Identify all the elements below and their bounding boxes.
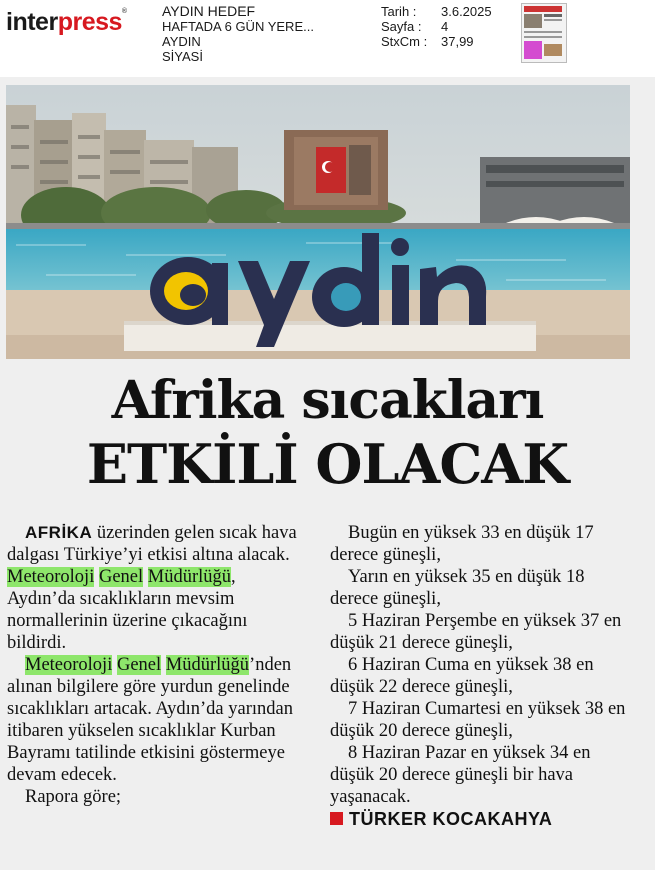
publication-frequency: HAFTADA 6 GÜN YERE...	[162, 19, 314, 34]
highlight-mudurlugu: Müdürlüğü	[147, 567, 232, 587]
publication-info	[162, 4, 314, 64]
meta-value: 37,99	[441, 34, 474, 49]
clipping-header	[0, 0, 655, 72]
paragraph-text: , Aydın’da sıcaklıkların mevsim normallerinin üzerine çıkacağını bildirdi.	[7, 567, 248, 653]
forecast-item: 7 Haziran Cumartesi en yüksek 38 en düşük 20 derece güneşli,	[330, 699, 626, 741]
highlight-genel: Genel	[98, 567, 144, 587]
meta-date	[381, 4, 492, 19]
aydin-square-image	[6, 85, 630, 359]
clipping-meta	[381, 4, 492, 49]
article-column-1	[7, 522, 300, 808]
paragraph-2	[7, 654, 300, 786]
highlight-genel: Genel	[116, 655, 162, 675]
article-photo	[6, 85, 630, 359]
lead-keyword: AFRİKA	[25, 523, 93, 542]
square-bullet-icon	[330, 812, 343, 825]
forecast-item: Yarın en yüksek 35 en düşük 18 derece güneşli,	[330, 567, 585, 609]
paragraph-text: ’nden alınan bilgilere göre yurdun genelinde sıcaklıkları artacak. Aydın’da yarından itibaren yükselen sıcaklıklar Kurban Bayramı tatilinde etkisini göstermeye devam edecek.	[7, 655, 293, 785]
forecast-item: Bugün en yüksek 33 en düşük 17 derece güneşli,	[330, 523, 594, 565]
forecast-item: 8 Haziran Pazar en yüksek 34 en düşük 20 derece güneşli bir hava yaşanacak.	[330, 743, 591, 807]
forecast-item: 6 Haziran Cuma en yüksek 38 en düşük 22 derece güneşli,	[330, 655, 594, 697]
meta-label: Tarih :	[381, 4, 417, 19]
headline-line-2: ETKİLİ OLACAK	[86, 432, 569, 496]
author-byline	[330, 808, 630, 831]
paragraph-1	[7, 522, 300, 654]
meta-label: StxCm :	[381, 34, 428, 49]
headline-line-1: Afrika sıcakları	[111, 370, 544, 431]
author-name: TÜRKER KOCAKAHYA	[349, 809, 553, 829]
paragraph-3: Rapora göre;	[25, 787, 122, 807]
interpress-logo	[6, 8, 127, 37]
highlight-mudurlugu: Müdürlüğü	[165, 655, 250, 675]
meta-value: 4	[441, 19, 449, 34]
logo-text: inter	[6, 8, 58, 36]
forecast-item: 5 Haziran Perşembe en yüksek 37 en düşük 21 derece güneşli,	[330, 611, 622, 653]
meta-page	[381, 19, 492, 34]
article-headline	[0, 370, 655, 496]
highlight-meteoroloji: Meteoroloji	[25, 655, 113, 675]
logo-accent-text: press	[57, 8, 122, 36]
highlight-meteoroloji: Meteoroloji	[7, 567, 95, 587]
registered-mark: ®	[121, 8, 127, 15]
meta-value: 3.6.2025	[441, 4, 492, 19]
article-column-2	[330, 522, 630, 831]
meta-label: Sayfa :	[381, 19, 422, 34]
publication-city: AYDIN	[162, 34, 201, 49]
paragraph-text: üzerinden gelen sıcak hava dalgası Türkiye’yi etkisi altına alacak.	[7, 523, 297, 565]
publication-name: AYDIN HEDEF	[162, 3, 256, 19]
publication-category: SİYASİ	[162, 49, 203, 64]
page-thumbnail[interactable]	[521, 3, 567, 63]
meta-stxcm	[381, 34, 492, 49]
